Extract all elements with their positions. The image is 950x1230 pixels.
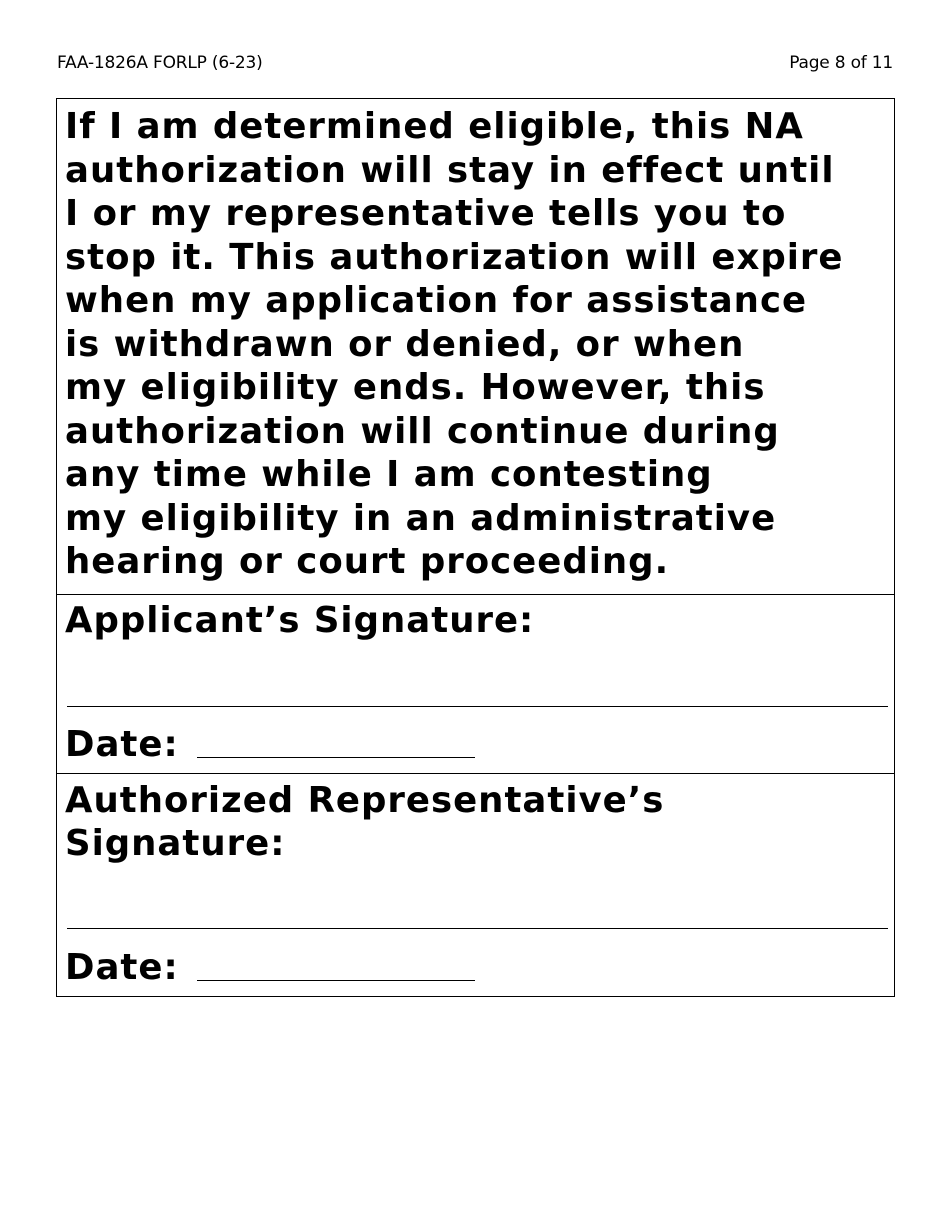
statement-line: my eligibility in an administrative [65,497,777,539]
representative-signature-section [57,774,894,996]
representative-signature-label [65,774,886,865]
applicant-date-field[interactable] [197,727,475,758]
representative-label-line1: Authorized Representative’s [65,779,665,821]
applicant-date-row [65,723,475,766]
authorization-form [56,98,895,997]
statement-line: when my application for assistance [65,280,808,321]
statement-line: hearing or court proceeding. [65,541,670,582]
authorization-statement-section [57,99,894,595]
statement-line: authorization will stay in effect until [65,149,835,191]
statement-line: If I am determined eligible, this NA [65,106,804,147]
applicant-signature-section [57,595,894,774]
statement-line: is withdrawn or denied, or when [65,323,745,365]
representative-signature-field[interactable] [67,928,888,929]
representative-label-line2: Signature: [65,822,286,864]
applicant-signature-field[interactable] [67,706,888,707]
statement-line: my eligibility ends. However, this [65,367,766,408]
form-id: FAA-1826A FORLP (6-23) [57,53,263,73]
page-number: Page 8 of 11 [789,53,893,73]
representative-date-label: Date: [65,946,179,988]
statement-line: any time while I am contesting [65,454,713,495]
applicant-date-label: Date: [65,723,179,765]
statement-line: stop it. This authorization will expire [65,236,844,278]
applicant-signature-label: Applicant’s Signature: [65,599,535,641]
statement-line: authorization will continue during [65,410,780,452]
representative-date-field[interactable] [197,950,475,981]
authorization-statement [65,99,886,594]
statement-line: I or my representative tells you to [65,193,787,234]
representative-date-row [65,946,475,989]
